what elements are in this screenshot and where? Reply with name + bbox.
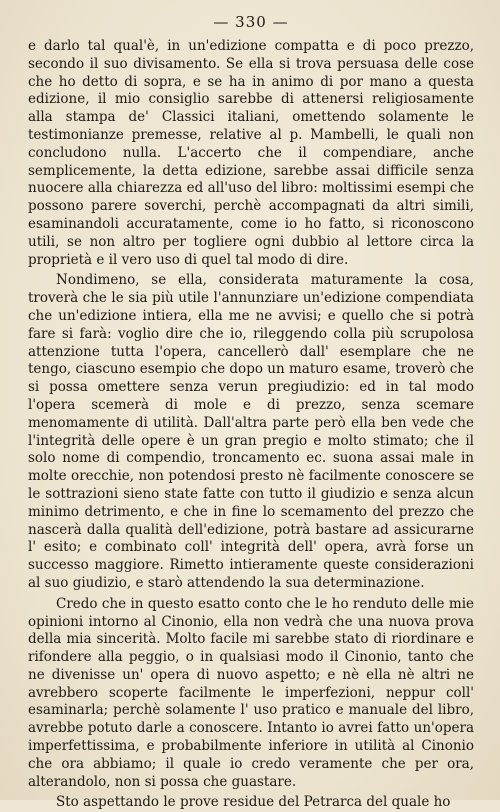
paragraph-1: e darlo tal qual'è, in un'edizione compatta e di poco prezzo, secondo il suo divisamento. Se ella si trova persuasa delle cose che ho detto di sopra, e se ha in animo di por mano a questa edizione, il mio consiglio sarebbe di attenersi religiosamente alla stampa de' Classici italiani, omettendo solamente le testimonianze premesse, relative al p. Mambelli, le quali non concludono nulla. L'accerto che il compendiare, anche semplicemente, la detta edizione, sarebbe assai difficile senza nuocere alla chiarezza ed all'uso del libro: moltissimi esempi che possono parere soverchi, perchè accompagnati da altri simili, esaminandoli accuratamente, come io ho fatto, si riconoscono utili, se non altro per togliere ogni dubbio al lettore circa la proprietà e il vero uso di quel tal modo di dire. [28,38,474,268]
paragraph-4: Sto aspettando le prove residue del Petrarca del quale ho [56,794,451,811]
paragraph-2: Nondimeno, se ella, considerata maturamente la cosa, troverà che le sia più utile l'annunziare un'edizione compendiata che un'edizione intiera, ella me ne avvisi; e quello che si potrà fare si farà: voglio dire che io, rileggendo colla più scrupolosa attenzione tutta l'opera, cancellerò dall' esemplare che ne tengo, ciascuno esempio che dopo un maturo esame, troverò che si possa omettere senza verun pregiudizio: ed in tal modo l'opera scemerà di mole e di prezzo, senza scemare menomamente di utilità. Dall'altra parte però ella ben vede che l'integrità delle opere è un gran pregio e molto stimato; che il solo nome di compendio, troncamento ec. suona assai male in molte orecchie, non potendosi presto nè facilmente conoscere se le sottrazioni sieno state fatte con tutto il giudizio e senza alcun minimo detrimento, e che in fine lo scemamento del prezzo che nascerà dalla qualità dell'edizione, potrà bastare ad assicurarne l' esito; e combinato coll' integrità dell' opera, avrà forse un successo maggiore. Rimetto intieramente queste considerazioni al suo giudizio, e starò attendendo la sua determinazione. [28,272,474,591]
page-body [28,38,474,812]
page-number: — 330 — [213,13,289,31]
paragraph-3: Credo che in questo esatto conto che le ho renduto delle mie opinioni intorno al Cinonio, ella non vedrà che una nuova prova della mia sincerità. Molto facile mi sarebbe stato di riordinare e rifondere alla peggio, o in qualsiasi modo il Cinonio, tanto che ne divenisse un' opera di nuovo aspetto; e nè ella nè altri ne avrebbero scoperte facilmente le imperfezioni, neppur coll' esaminarla; perchè solamente l' uso pratico e manuale del libro, avrebbe potuto darle a conoscere. Intanto io avrei fatto un'opera imperfettissima, e probabilmente inferiore in utilità al Cinonio che ora abbiamo; il quale io credo veramente che per ora, alterandolo, non si possa che guastare. [28,595,474,790]
